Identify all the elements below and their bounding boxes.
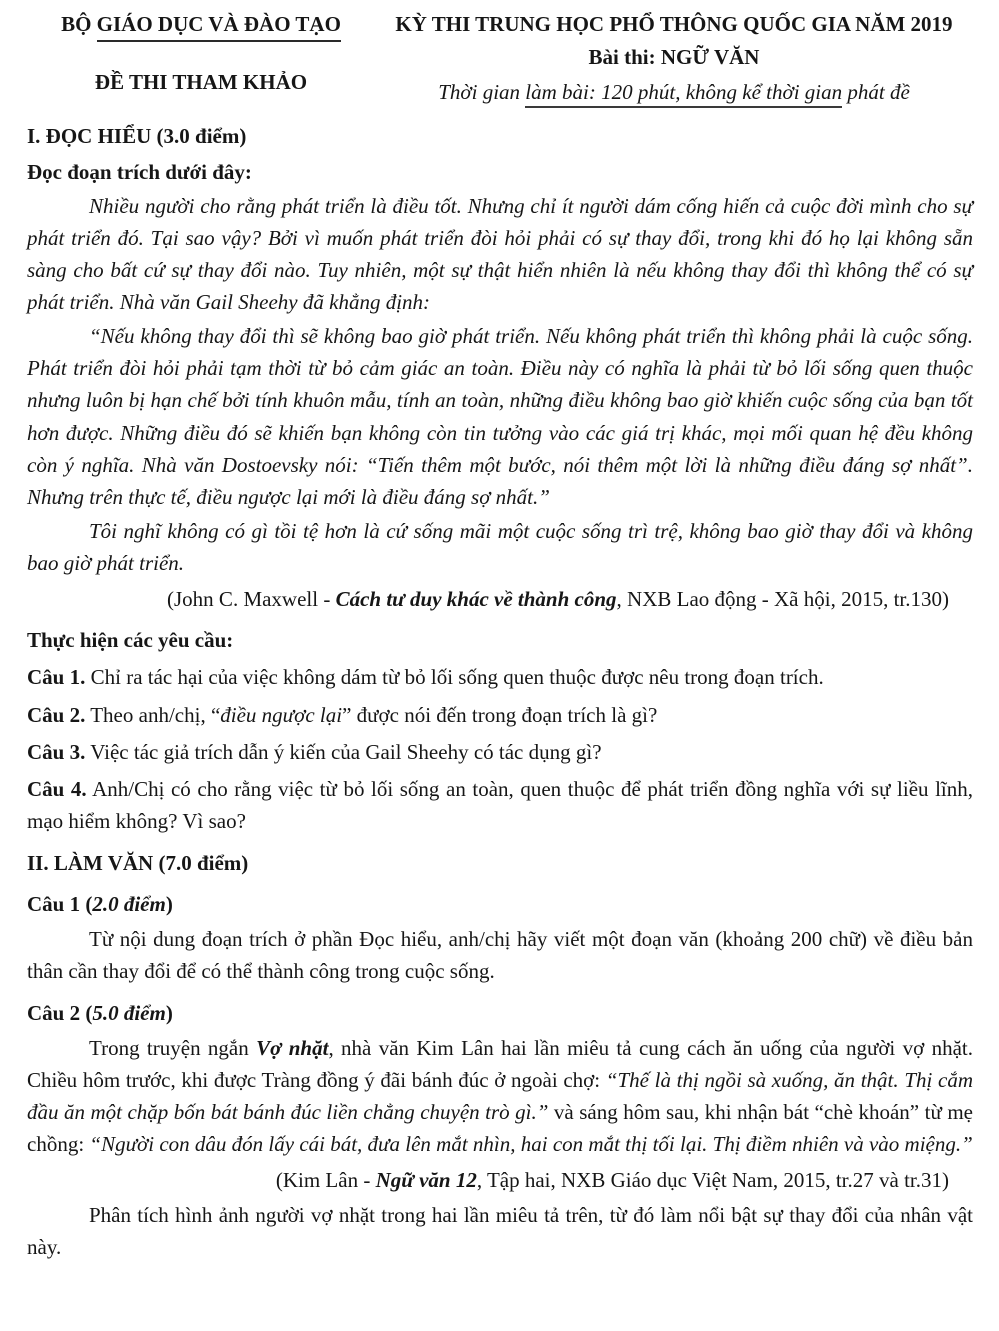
essay-question-2-body	[27, 1032, 973, 1161]
citation-prefix: (John C. Maxwell -	[167, 587, 336, 612]
duration-suffix: phát đề	[842, 80, 910, 105]
question-3	[27, 736, 973, 768]
essay-question-2-label	[27, 997, 973, 1029]
question-3-text: Việc tác giả trích dẫn ý kiến của Gail Sheehy có tác dụng gì?	[85, 739, 602, 764]
essay-question-1-label	[27, 888, 973, 920]
reading-passage	[27, 190, 973, 580]
citation-book-title: Ngữ văn 12	[375, 1168, 477, 1193]
passage-paragraph-1: Nhiều người cho rằng phát triển là điều tốt. Nhưng chỉ ít người dám cống hiến cả cuộc đời mình cho sự phát triển đó. Tại sao vậy? Bởi vì muốn phát triển đòi hỏi phải có sự thay đổi, trong khi đó họ lại không sẵn sàng cho bất cứ sự thay đổi nào. Tuy nhiên, một sự thật hiển nhiên là nếu không thay đổi thì không thể có sự phát triển. Nhà văn Gail Sheehy đã khẳng định:	[27, 193, 973, 314]
essay-q1-points: 2.0 điểm	[92, 892, 166, 917]
question-2-label: Câu 2.	[27, 702, 86, 727]
header-left-column	[27, 8, 375, 108]
essay-question-1-body: Từ nội dung đoạn trích ở phần Đọc hiểu, anh/chị hãy viết một đoạn văn (khoảng 200 chữ) về điều bản thân cần thay đổi để có thể thành công trong cuộc sống.	[27, 927, 973, 984]
duration-line	[375, 76, 973, 108]
question-2-text-post: ” được nói đến trong đoạn trích là gì?	[342, 702, 658, 727]
question-2-emphasis: điều ngược lại	[220, 702, 343, 727]
essay-q2-label-pre: Câu 2 (	[27, 1000, 93, 1025]
header-right-column	[375, 8, 973, 108]
ministry-line	[27, 8, 375, 40]
reading-instruction: Đọc đoạn trích dưới đây:	[27, 159, 252, 184]
question-1-label: Câu 1.	[27, 665, 86, 690]
question-2	[27, 699, 973, 731]
document-body	[27, 120, 973, 1263]
exam-paper-type: ĐỀ THI THAM KHẢO	[94, 70, 308, 95]
document-header	[27, 8, 973, 108]
ministry-underlined-text: GIÁO DỤC VÀ ĐÀO TẠO	[97, 12, 341, 42]
duration-underlined-text: làm bài: 120 phút, không kể thời gian	[525, 80, 842, 108]
essay-q2-run-4: và sáng hôm sau, khi nhận bát “chè khoán” từ mẹ chồng:	[27, 1099, 973, 1156]
essay-q1-label-pre: Câu 1 (	[27, 892, 93, 917]
question-1-text: Chỉ ra tác hại của việc không dám từ bỏ lối sống quen thuộc được nêu trong đoạn trích.	[85, 665, 824, 690]
citation-kim-lan	[27, 1164, 973, 1196]
essay-q2-label-post: )	[165, 1000, 173, 1025]
essay-q2-run-1-work-title: Vợ nhặt	[256, 1035, 329, 1060]
essay-q2-run-3-quote: “Thế là thị ngồi sà xuống, ăn thật. Thị cắm đầu ăn một chặp bốn bát bánh đúc liền chẳng chuyện trò gì.”	[27, 1067, 973, 1124]
essay-q2-run-2: , nhà văn Kim Lân hai lần miêu tả cung cách ăn uống của người vợ nhặt. Chiều hôm trước, khi được Tràng đồng ý đãi bánh đúc ở ngoài chợ:	[27, 1035, 973, 1092]
question-4-text: Anh/Chị có cho rằng việc từ bỏ lối sống an toàn, quen thuộc để phát triển đồng nghĩa với sự liều lĩnh, mạo hiểm không? Vì sao?	[27, 776, 973, 833]
passage-paragraph-2: “Nếu không thay đổi thì sẽ không bao giờ phát triển. Nếu không phát triển thì không phải là cuộc sống. Phát triển đòi hỏi phải tạm thời từ bỏ cảm giác an toàn. Điều này có nghĩa là phải từ bỏ lối sống quen thuộc nhưng luôn bị hạn chế bởi tính khuôn mẫu, tính an toàn, những điều không bao giờ khiến cuộc sống của bạn tốt hơn được. Những điều đó sẽ khiến bạn không còn tin tưởng vào các giá trị khác, mọi mối quan hệ đều không còn ý nghĩa. Nhà văn Dostoevsky nói: “Tiến thêm một bước, nói thêm một lời là những điều đáng sợ nhất”. Nhưng trên thực tế, điều ngược lại mới là điều đáng sợ nhất.”	[27, 324, 973, 509]
question-1	[27, 661, 973, 693]
essay-q1-label-post: )	[165, 892, 173, 917]
duration-prefix: Thời gian	[438, 80, 526, 105]
citation-suffix: , NXB Lao động - Xã hội, 2015, tr.130)	[616, 587, 949, 612]
exam-title: KỲ THI TRUNG HỌC PHỔ THÔNG QUỐC GIA NĂM 2019	[395, 12, 953, 36]
question-3-label: Câu 3.	[27, 739, 86, 764]
tasks-heading: Thực hiện các yêu cầu:	[27, 628, 234, 653]
essay-question-2-closing: Phân tích hình ảnh người vợ nhặt trong hai lần miêu tả trên, từ đó làm nổi bật sự thay đổi của nhân vật này.	[27, 1203, 973, 1260]
citation-maxwell	[27, 583, 973, 615]
section-heading-doc-hieu: I. ĐỌC HIỂU (3.0 điểm)	[27, 124, 247, 149]
essay-q2-points: 5.0 điểm	[92, 1000, 166, 1025]
citation-suffix: , Tập hai, NXB Giáo dục Việt Nam, 2015, tr.27 và tr.31)	[476, 1168, 949, 1193]
citation-book-title: Cách tư duy khác về thành công	[335, 587, 617, 612]
essay-q2-run-0: Trong truyện ngắn	[89, 1035, 257, 1060]
citation-prefix: (Kim Lân -	[275, 1168, 376, 1193]
ministry-prefix: BỘ	[61, 12, 97, 36]
passage-paragraph-3: Tôi nghĩ không có gì tồi tệ hơn là cứ sống mãi một cuộc sống trì trệ, không bao giờ thay đổi và không bao giờ phát triển.	[27, 518, 973, 575]
question-2-text-pre: Theo anh/chị, “	[85, 702, 221, 727]
question-4-label: Câu 4.	[27, 776, 87, 801]
subject-line: Bài thi: NGỮ VĂN	[588, 45, 760, 70]
section-heading-lam-van: II. LÀM VĂN (7.0 điểm)	[27, 851, 249, 875]
question-4	[27, 773, 973, 837]
essay-q2-run-5-quote: “Người con dâu đón lấy cái bát, đưa lên mắt nhìn, hai con mắt thị tối lại. Thị điềm nhiên và vào miệng.”	[89, 1132, 973, 1156]
